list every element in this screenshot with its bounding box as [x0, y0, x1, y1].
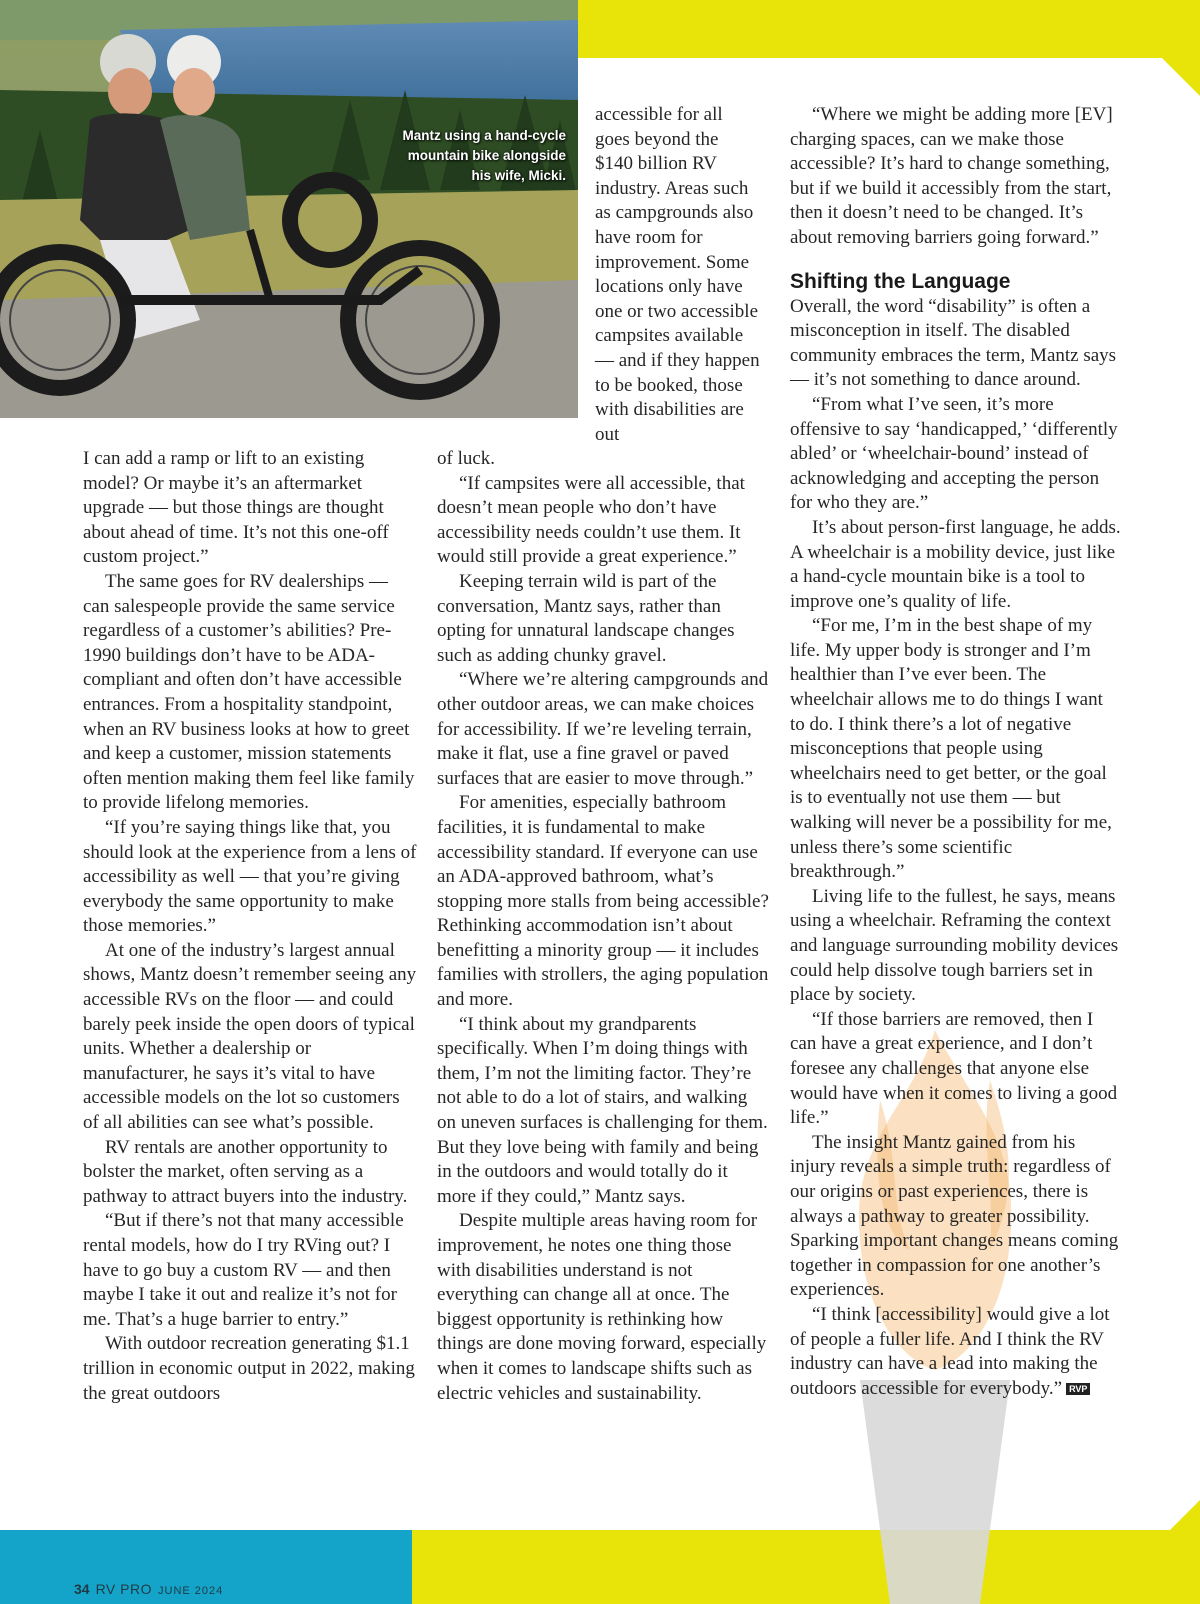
- paragraph: “If you’re saying things like that, you should look at the experience from a lens of accessibility as well — that you’re giving everybody the same opportunity to make those memories.”: [83, 816, 417, 937]
- column-1: [83, 447, 418, 1406]
- paragraph: “But if there’s not that many accessible rental models, how do I try RVing out? I have to go buy a custom RV — and then maybe I take it out and realize it’s not for me. That’s a huge barrier to entry.”: [83, 1210, 404, 1330]
- page-number: 34: [74, 1581, 90, 1597]
- paragraph: “For me, I’m in the best shape of my life. My upper body is stronger and I’m healthier than I’ve ever been. The wheelchair allows me to do things I want to do. I think there’s a lot of negative misconceptions that people using wheelchairs need to get better, or the goal is to eventually not use them — but walking will never be a possibility for me, unless there’s some scientific breakthrough.”: [790, 615, 1112, 883]
- paragraph: “From what I’ve seen, it’s more offensive to say ‘handicapped,’ ‘differently abled’ or ‘wheelchair-bound’ instead of acknowledging and accepting the person for who they are.”: [790, 393, 1118, 514]
- paragraph-last: [790, 1303, 1122, 1401]
- end-mark: RVP: [1066, 1383, 1090, 1395]
- article-photo: [0, 0, 578, 418]
- paragraph: The insight Mantz gained from his injury reveals a simple truth: regardless of our origins or past experiences, there is always a pathway to greater possibility. Sparking important changes means coming together in compassion for one another’s experiences.: [790, 1131, 1119, 1301]
- paragraph: For amenities, especially bathroom facilities, it is fundamental to make accessibility standard. If everyone can use an ADA-approved bathroom, what’s stopping more stalls from being accessible? Rethinking accommodation isn’t about benefitting a minority group — it includes families with strollers, the aging population and more.: [437, 792, 769, 1011]
- photo-caption-line: mountain bike alongside: [407, 148, 566, 163]
- photo-caption-line: Mantz using a hand-cycle: [402, 128, 566, 143]
- paragraph: “Where we might be adding more [EV] charging spaces, can we make those accessible? It’s hard to change something, but if we build it accessibly from the start, then it doesn’t need to be changed. It’s about removing barriers going forward.”: [790, 104, 1113, 248]
- column-2: [437, 447, 769, 1406]
- paragraph: At one of the industry’s largest annual shows, Mantz doesn’t remember seeing any accessible RVs on the floor — and could barely peek inside the open doors of typical units. Whether a dealership or manufacturer, he says it’s vital to have accessible models on the lot so customers of all abilities can see what’s possible.: [83, 939, 417, 1134]
- paragraph-text: “I think [accessibility] would give a lot of people a fuller life. And I think the RV industry can have a lead into making the outdoors accessible for everybody.”: [790, 1303, 1110, 1399]
- footer-yellow-band: [412, 1530, 1200, 1604]
- page-folio: [74, 1581, 223, 1601]
- paragraph: accessible for all goes beyond the $140 billion RV industry. Areas such as campgrounds also have room for improvement. Some locations only have one or two accessible campsites available — and if they happen to be booked, those with disabilities are out: [595, 104, 760, 445]
- column-2-top: [595, 103, 760, 447]
- paragraph: It’s about person-first language, he adds. A wheelchair is a mobility device, just like a hand-cycle mountain bike is a tool to improve one’s quality of life.: [790, 516, 1121, 612]
- photo-caption-line: his wife, Micki.: [471, 168, 566, 183]
- paragraph: Living life to the fullest, he says, means using a wheelchair. Reframing the context and language surrounding mobility devices could help dissolve tough barriers set in place by society.: [790, 885, 1119, 1006]
- paragraph: “I think about my grandparents specifically. When I’m doing things with them, I’m not the limiting factor. They’re not able to do a lot of stairs, and walking on uneven surfaces is challenging for them. But they love being with family and being in the outdoors and would totally do it more if they could,” Mantz says.: [437, 1013, 768, 1207]
- issue-date: JUNE 2024: [158, 1585, 224, 1597]
- paragraph: Despite multiple areas having room for improvement, he notes one thing those with disabilities understand is not everything can change all at once. The biggest opportunity is rethinking how things are done moving forward, especially when it comes to landscape shifts such as electric vehicles and sustainability.: [437, 1210, 767, 1404]
- paragraph: RV rentals are another opportunity to bolster the market, often serving as a pathway to attract buyers into the industry.: [83, 1136, 408, 1207]
- paragraph: of luck.: [437, 448, 496, 469]
- paragraph: With outdoor recreation generating $1.1 trillion in economic output in 2022, making the great outdoors: [83, 1333, 415, 1404]
- paragraph: Overall, the word “disability” is often a misconception in itself. The disabled community embraces the term, Mantz says — it’s not something to dance around.: [790, 295, 1117, 391]
- photo-caption: [326, 126, 566, 186]
- paragraph: Keeping terrain wild is part of the conversation, Mantz says, rather than opting for unnatural landscape changes such as adding chunky gravel.: [437, 570, 735, 666]
- paragraph: The same goes for RV dealerships — can salespeople provide the same service regardless of a customer’s abilities? Pre-1990 buildings don’t have to be ADA-compliant and often don’t have accessible entrances. From a hospitality standpoint, when an RV business looks at how to greet and keep a customer, mission statements often mention making them feel like family to provide lifelong memories.: [83, 570, 415, 814]
- paragraph: I can add a ramp or lift to an existing model? Or maybe it’s an aftermarket upgrade — but those things are thought about ahead of time. It’s not this one-off custom project.”: [83, 448, 389, 568]
- photo-illustration: [0, 0, 578, 418]
- paragraph: “Where we’re altering campgrounds and other outdoor areas, we can make choices for accessibility. If we’re leveling terrain, make it flat, use a fine gravel or paved surfaces that are easier to move through.”: [437, 669, 769, 789]
- paragraph: “If campsites were all accessible, that doesn’t mean people who don’t have accessibility needs couldn’t use them. It would still provide a great experience.”: [437, 472, 745, 568]
- section-heading: Shifting the Language: [790, 269, 1011, 293]
- magazine-name: RV PRO: [95, 1581, 153, 1597]
- column-3: [790, 103, 1122, 1401]
- paragraph: “If those barriers are removed, then I can have a great experience, and I don’t foresee any challenges that anyone else would have when it comes to living a good life.”: [790, 1008, 1118, 1129]
